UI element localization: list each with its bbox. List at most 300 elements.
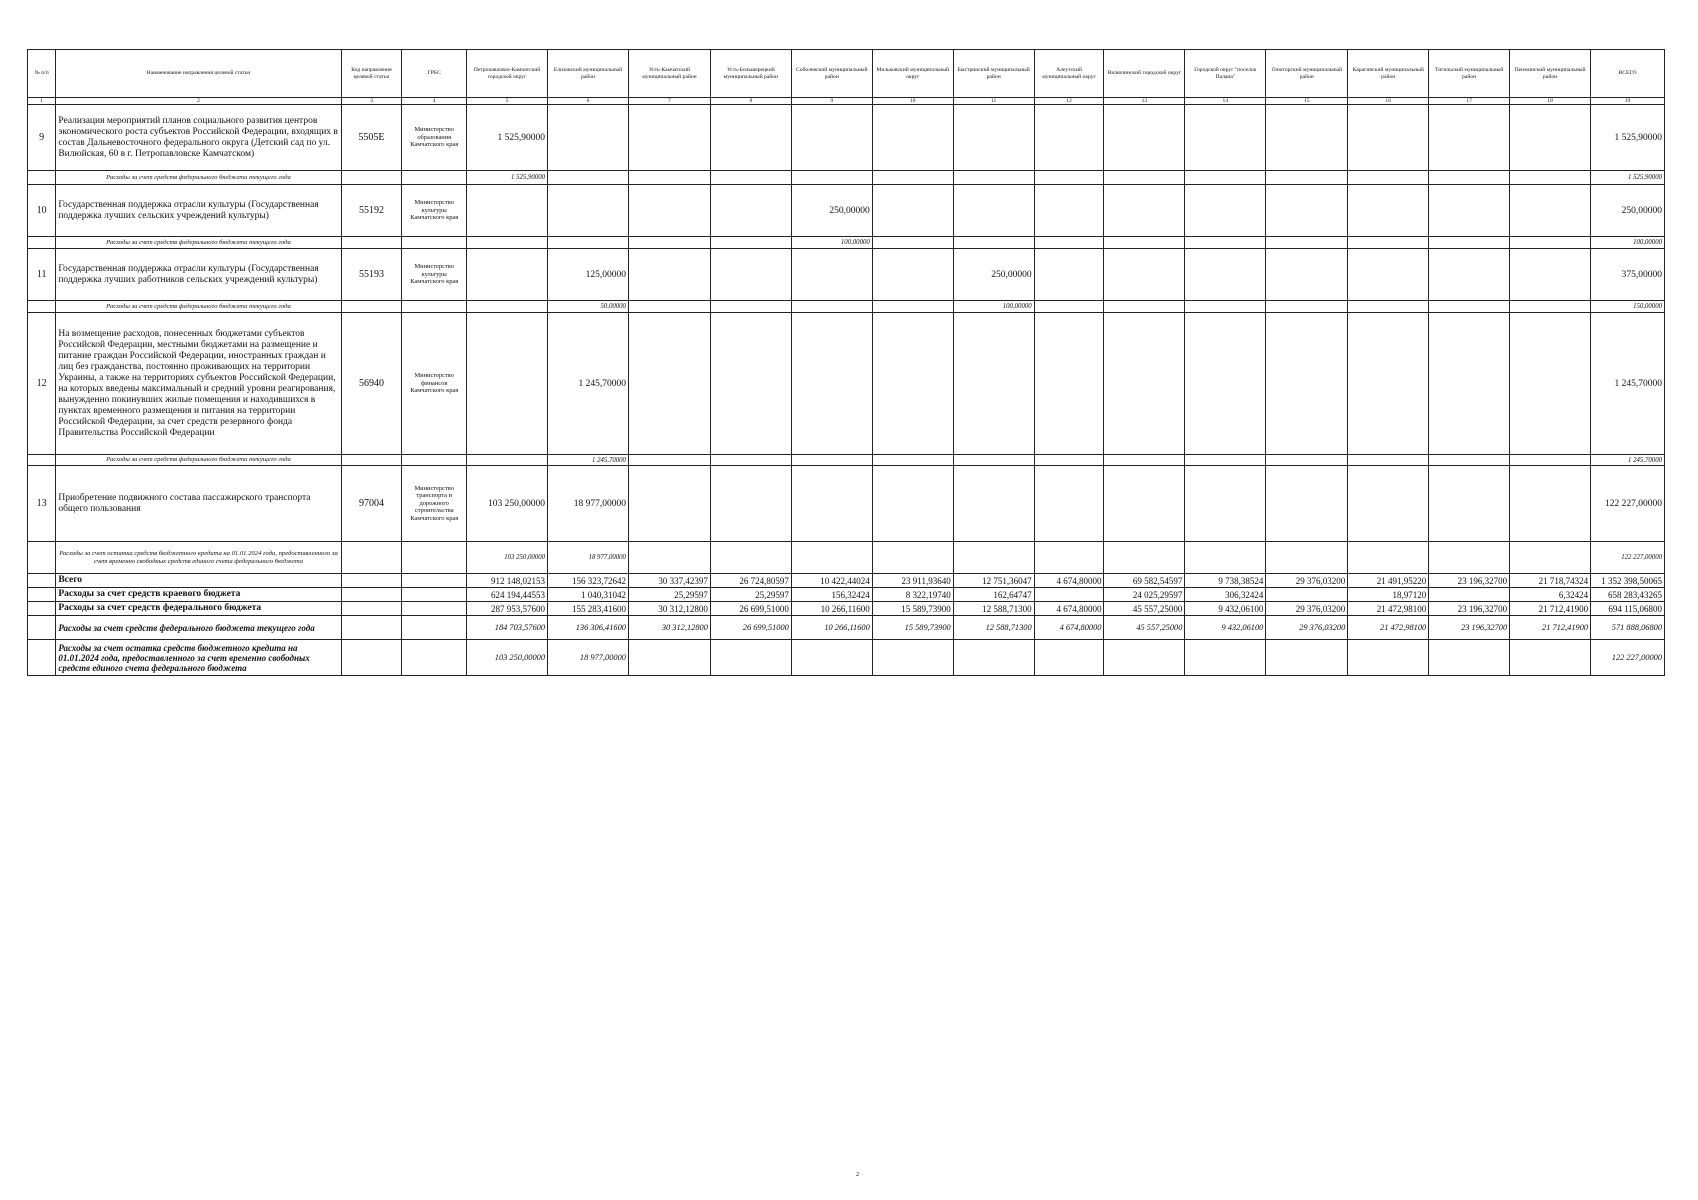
value-cell xyxy=(1429,542,1510,574)
value-cell xyxy=(1185,301,1266,313)
value-cell: 624 194,44553 xyxy=(467,588,548,602)
value-cell xyxy=(1034,542,1104,574)
value-cell xyxy=(710,455,791,466)
target-code: 97004 xyxy=(341,466,402,542)
value-cell: 122 227,00000 xyxy=(1591,466,1665,542)
column-number: 14 xyxy=(1185,98,1266,105)
value-cell xyxy=(1104,185,1185,237)
value-cell xyxy=(953,313,1034,455)
row-number xyxy=(28,455,56,466)
value-cell xyxy=(1429,313,1510,455)
column-number: 1 xyxy=(28,98,56,105)
table-row xyxy=(28,313,1665,455)
value-cell xyxy=(1266,466,1348,542)
value-cell: 1 245,70000 xyxy=(1591,455,1665,466)
table-row xyxy=(28,542,1665,574)
value-cell xyxy=(1185,542,1266,574)
value-cell: 1 525,90000 xyxy=(467,171,548,185)
value-cell xyxy=(710,105,791,171)
value-cell xyxy=(628,249,710,301)
value-cell xyxy=(791,455,872,466)
value-cell: 150,00000 xyxy=(1591,301,1665,313)
value-cell xyxy=(1429,185,1510,237)
column-header: Петропавловск-Камчатский городской округ xyxy=(467,50,548,98)
value-cell xyxy=(1510,171,1591,185)
grbs-cell xyxy=(402,616,467,640)
row-number xyxy=(28,301,56,313)
value-cell xyxy=(1266,455,1348,466)
value-cell: 23 911,93640 xyxy=(872,574,953,588)
value-cell: 21 718,74324 xyxy=(1510,574,1591,588)
value-cell: 26 699,51000 xyxy=(710,616,791,640)
value-cell: 287 953,57600 xyxy=(467,602,548,616)
value-cell xyxy=(628,640,710,676)
value-cell: 162,64747 xyxy=(953,588,1034,602)
target-code: 56940 xyxy=(341,313,402,455)
value-cell xyxy=(1348,301,1429,313)
value-cell xyxy=(1266,237,1348,249)
value-cell xyxy=(1510,249,1591,301)
value-cell xyxy=(1266,301,1348,313)
value-cell xyxy=(628,105,710,171)
grbs-cell: Министерство культуры Камчатского края xyxy=(402,185,467,237)
value-cell: 571 888,06800 xyxy=(1591,616,1665,640)
value-cell xyxy=(1104,455,1185,466)
row-number xyxy=(28,602,56,616)
value-cell xyxy=(1429,588,1510,602)
column-header: Елизовский муниципальный район xyxy=(548,50,629,98)
row-name: Расходы за счет средств федерального бюджета текущего года xyxy=(56,455,341,466)
column-header: Олюторский муниципальный район xyxy=(1266,50,1348,98)
value-cell xyxy=(1034,105,1104,171)
value-cell xyxy=(1034,171,1104,185)
column-header: № п/п xyxy=(28,50,56,98)
grbs-cell xyxy=(402,602,467,616)
column-header: Вилючинский городской округ xyxy=(1104,50,1185,98)
row-number: 9 xyxy=(28,105,56,171)
value-cell: 125,00000 xyxy=(548,249,629,301)
row-number xyxy=(28,588,56,602)
column-header: Быстринский муниципальный район xyxy=(953,50,1034,98)
value-cell: 21 712,41900 xyxy=(1510,616,1591,640)
row-name: Расходы за счет средств федерального бюджета текущего года xyxy=(56,171,341,185)
value-cell: 4 674,80000 xyxy=(1034,574,1104,588)
row-number xyxy=(28,171,56,185)
row-name: Государственная поддержка отрасли культуры (Государственная поддержка лучших работников сельских учреждений культуры) xyxy=(56,249,341,301)
value-cell xyxy=(953,542,1034,574)
value-cell xyxy=(1266,171,1348,185)
grbs-cell xyxy=(402,574,467,588)
value-cell xyxy=(628,313,710,455)
value-cell xyxy=(710,301,791,313)
value-cell xyxy=(1348,185,1429,237)
value-cell xyxy=(872,466,953,542)
value-cell xyxy=(467,249,548,301)
value-cell xyxy=(1104,301,1185,313)
row-name: Реализация мероприятий планов социального развития центров экономического роста субъектов Российской Федерации, входящих в состав Дальневосточного федерального округа (Детский сад по ул. Вилюйская, 60 в г. Петропавловске Камчатском) xyxy=(56,105,341,171)
value-cell: 10 266,11600 xyxy=(791,616,872,640)
value-cell: 100,00000 xyxy=(791,237,872,249)
value-cell: 100,00000 xyxy=(953,301,1034,313)
value-cell: 6,32424 xyxy=(1510,588,1591,602)
value-cell xyxy=(1348,237,1429,249)
table-row xyxy=(28,466,1665,542)
table-header-row xyxy=(28,50,1665,98)
page-number: 2 xyxy=(856,1172,859,1178)
value-cell: 136 306,41600 xyxy=(548,616,629,640)
budget-table xyxy=(27,49,1665,676)
table-row xyxy=(28,249,1665,301)
value-cell: 155 283,41600 xyxy=(548,602,629,616)
target-code xyxy=(341,301,402,313)
value-cell xyxy=(1429,237,1510,249)
value-cell xyxy=(1348,542,1429,574)
table-row xyxy=(28,588,1665,602)
value-cell xyxy=(1104,466,1185,542)
column-header: Усть-Камчатский муниципальный район xyxy=(628,50,710,98)
column-header: Соболевский муниципальный район xyxy=(791,50,872,98)
value-cell xyxy=(953,185,1034,237)
row-number: 12 xyxy=(28,313,56,455)
value-cell xyxy=(467,237,548,249)
value-cell xyxy=(1185,640,1266,676)
value-cell xyxy=(791,171,872,185)
value-cell xyxy=(548,171,629,185)
value-cell: 250,00000 xyxy=(953,249,1034,301)
value-cell xyxy=(628,171,710,185)
value-cell xyxy=(710,313,791,455)
row-name: Государственная поддержка отрасли культуры (Государственная поддержка лучших сельских учреждений культуры) xyxy=(56,185,341,237)
value-cell xyxy=(1348,249,1429,301)
value-cell: 25,29597 xyxy=(628,588,710,602)
row-number xyxy=(28,616,56,640)
target-code xyxy=(341,574,402,588)
value-cell: 26 699,51000 xyxy=(710,602,791,616)
column-number: 7 xyxy=(628,98,710,105)
row-name: Расходы за счет остатка средств бюджетного кредита на 01.01.2024 года, предоставленного за счет временно свободных средств единого счета федерального бюджета xyxy=(56,542,341,574)
value-cell: 50,00000 xyxy=(548,301,629,313)
value-cell xyxy=(1034,466,1104,542)
value-cell xyxy=(872,105,953,171)
value-cell xyxy=(1510,466,1591,542)
grbs-cell xyxy=(402,588,467,602)
value-cell xyxy=(1104,105,1185,171)
value-cell: 26 724,80597 xyxy=(710,574,791,588)
value-cell xyxy=(1429,640,1510,676)
value-cell xyxy=(1034,301,1104,313)
value-cell xyxy=(710,171,791,185)
value-cell xyxy=(791,301,872,313)
value-cell xyxy=(872,249,953,301)
value-cell xyxy=(1266,588,1348,602)
value-cell xyxy=(1429,171,1510,185)
value-cell xyxy=(1348,640,1429,676)
target-code xyxy=(341,602,402,616)
value-cell xyxy=(1185,171,1266,185)
value-cell: 9 738,38524 xyxy=(1185,574,1266,588)
row-name: Приобретение подвижного состава пассажирского транспорта общего пользования xyxy=(56,466,341,542)
grbs-cell xyxy=(402,171,467,185)
value-cell xyxy=(710,249,791,301)
value-cell xyxy=(953,640,1034,676)
column-number: 19 xyxy=(1591,98,1665,105)
grbs-cell: Министерство культуры Камчатского края xyxy=(402,249,467,301)
column-header: Алеутский муниципальный округ xyxy=(1034,50,1104,98)
table-row xyxy=(28,105,1665,171)
value-cell: 29 376,03200 xyxy=(1266,574,1348,588)
row-name: Расходы за счет средств федерального бюджета текущего года xyxy=(56,616,341,640)
column-number: 9 xyxy=(791,98,872,105)
value-cell xyxy=(467,301,548,313)
value-cell: 9 432,06100 xyxy=(1185,616,1266,640)
row-number xyxy=(28,542,56,574)
column-number-row xyxy=(28,98,1665,105)
value-cell: 250,00000 xyxy=(1591,185,1665,237)
value-cell xyxy=(1429,249,1510,301)
value-cell xyxy=(1510,455,1591,466)
target-code: 55192 xyxy=(341,185,402,237)
value-cell: 29 376,03200 xyxy=(1266,602,1348,616)
value-cell: 30 312,12800 xyxy=(628,616,710,640)
value-cell xyxy=(1104,313,1185,455)
value-cell: 658 283,43265 xyxy=(1591,588,1665,602)
value-cell xyxy=(1185,455,1266,466)
value-cell xyxy=(548,105,629,171)
target-code xyxy=(341,237,402,249)
value-cell: 30 312,12800 xyxy=(628,602,710,616)
value-cell xyxy=(1429,301,1510,313)
grbs-cell xyxy=(402,542,467,574)
value-cell xyxy=(1185,105,1266,171)
column-header: Пенжинский муниципальный район xyxy=(1510,50,1591,98)
table-body xyxy=(28,105,1665,676)
value-cell: 69 582,54597 xyxy=(1104,574,1185,588)
column-number: 18 xyxy=(1510,98,1591,105)
column-number: 6 xyxy=(548,98,629,105)
column-header: Мильковский муниципальный округ xyxy=(872,50,953,98)
value-cell xyxy=(1034,588,1104,602)
value-cell xyxy=(710,542,791,574)
value-cell xyxy=(872,301,953,313)
column-number: 16 xyxy=(1348,98,1429,105)
row-number xyxy=(28,640,56,676)
column-number: 8 xyxy=(710,98,791,105)
value-cell xyxy=(1104,237,1185,249)
value-cell xyxy=(1266,542,1348,574)
value-cell xyxy=(953,105,1034,171)
value-cell: 1 525,90000 xyxy=(467,105,548,171)
value-cell: 23 196,32700 xyxy=(1429,602,1510,616)
grbs-cell: Министерство транспорта и дорожного строительства Камчатского края xyxy=(402,466,467,542)
value-cell: 10 422,44024 xyxy=(791,574,872,588)
column-header: Усть-Большерецкий муниципальный район xyxy=(710,50,791,98)
value-cell: 1 525,90000 xyxy=(1591,171,1665,185)
target-code xyxy=(341,588,402,602)
value-cell xyxy=(872,542,953,574)
target-code: 5505Е xyxy=(341,105,402,171)
value-cell xyxy=(1348,466,1429,542)
column-number: 12 xyxy=(1034,98,1104,105)
value-cell xyxy=(1185,313,1266,455)
table-row xyxy=(28,616,1665,640)
value-cell xyxy=(1185,237,1266,249)
value-cell xyxy=(1348,105,1429,171)
row-name: Всего xyxy=(56,574,341,588)
column-number: 13 xyxy=(1104,98,1185,105)
value-cell xyxy=(1510,640,1591,676)
grbs-cell: Министерство образования Камчатского края xyxy=(402,105,467,171)
value-cell: 15 589,73900 xyxy=(872,602,953,616)
value-cell: 103 250,00000 xyxy=(467,542,548,574)
value-cell: 10 266,11600 xyxy=(791,602,872,616)
column-header: ГРБС xyxy=(402,50,467,98)
row-name: Расходы за счет остатка средств бюджетного кредита на 01.01.2024 года, предоставленного за счет временно свободных средств единого счета федерального бюджета xyxy=(56,640,341,676)
value-cell xyxy=(1510,301,1591,313)
value-cell: 1 352 398,50065 xyxy=(1591,574,1665,588)
value-cell xyxy=(1266,185,1348,237)
value-cell xyxy=(791,640,872,676)
table-row xyxy=(28,602,1665,616)
column-number: 17 xyxy=(1429,98,1510,105)
value-cell xyxy=(1104,640,1185,676)
value-cell xyxy=(953,466,1034,542)
value-cell xyxy=(1034,640,1104,676)
column-number: 11 xyxy=(953,98,1034,105)
table-row xyxy=(28,455,1665,466)
value-cell: 12 588,71300 xyxy=(953,602,1034,616)
value-cell xyxy=(628,237,710,249)
row-number: 13 xyxy=(28,466,56,542)
value-cell xyxy=(628,455,710,466)
target-code xyxy=(341,171,402,185)
value-cell: 100,00000 xyxy=(1591,237,1665,249)
column-header: Наименование направления целевой статьи xyxy=(56,50,341,98)
value-cell: 4 674,80000 xyxy=(1034,602,1104,616)
column-number: 10 xyxy=(872,98,953,105)
value-cell: 375,00000 xyxy=(1591,249,1665,301)
value-cell: 12 751,36047 xyxy=(953,574,1034,588)
value-cell xyxy=(548,237,629,249)
value-cell xyxy=(710,466,791,542)
value-cell: 4 674,80000 xyxy=(1034,616,1104,640)
column-header: Тигильский муниципальный район xyxy=(1429,50,1510,98)
value-cell: 1 245,70000 xyxy=(548,313,629,455)
value-cell: 18 977,00000 xyxy=(548,466,629,542)
value-cell xyxy=(791,313,872,455)
value-cell xyxy=(872,171,953,185)
row-name: Расходы за счет средств федерального бюджета xyxy=(56,602,341,616)
budget-sheet xyxy=(27,49,1665,676)
value-cell xyxy=(1348,171,1429,185)
column-number: 4 xyxy=(402,98,467,105)
value-cell: 18,97120 xyxy=(1348,588,1429,602)
value-cell: 103 250,00000 xyxy=(467,466,548,542)
table-row xyxy=(28,185,1665,237)
value-cell: 306,32424 xyxy=(1185,588,1266,602)
value-cell xyxy=(1348,313,1429,455)
value-cell xyxy=(1429,105,1510,171)
value-cell: 21 472,98100 xyxy=(1348,616,1429,640)
value-cell xyxy=(1510,237,1591,249)
value-cell: 23 196,32700 xyxy=(1429,574,1510,588)
value-cell xyxy=(872,237,953,249)
value-cell: 1 525,90000 xyxy=(1591,105,1665,171)
column-number: 2 xyxy=(56,98,341,105)
value-cell xyxy=(628,542,710,574)
value-cell xyxy=(872,455,953,466)
row-name: Расходы за счет средств федерального бюджета текущего года xyxy=(56,301,341,313)
value-cell xyxy=(872,185,953,237)
value-cell xyxy=(1429,466,1510,542)
column-header: ВСЕГО xyxy=(1591,50,1665,98)
value-cell: 18 977,00000 xyxy=(548,542,629,574)
value-cell: 156,32424 xyxy=(791,588,872,602)
value-cell xyxy=(791,105,872,171)
value-cell xyxy=(872,313,953,455)
value-cell xyxy=(1104,249,1185,301)
value-cell: 18 977,00000 xyxy=(548,640,629,676)
value-cell xyxy=(1185,249,1266,301)
value-cell: 122 227,00000 xyxy=(1591,640,1665,676)
value-cell: 15 589,73900 xyxy=(872,616,953,640)
row-name: Расходы за счет средств краевого бюджета xyxy=(56,588,341,602)
value-cell: 21 491,95220 xyxy=(1348,574,1429,588)
grbs-cell xyxy=(402,640,467,676)
value-cell: 12 588,71300 xyxy=(953,616,1034,640)
value-cell xyxy=(1034,237,1104,249)
column-header: Карагинский муниципальный район xyxy=(1348,50,1429,98)
target-code xyxy=(341,640,402,676)
column-number: 3 xyxy=(341,98,402,105)
value-cell: 30 337,42397 xyxy=(628,574,710,588)
target-code xyxy=(341,616,402,640)
value-cell xyxy=(1266,105,1348,171)
value-cell: 103 250,00000 xyxy=(467,640,548,676)
table-row xyxy=(28,301,1665,313)
value-cell xyxy=(467,185,548,237)
value-cell xyxy=(1104,542,1185,574)
value-cell: 29 376,03200 xyxy=(1266,616,1348,640)
value-cell: 45 557,25000 xyxy=(1104,602,1185,616)
value-cell: 25,29597 xyxy=(710,588,791,602)
value-cell xyxy=(1104,171,1185,185)
row-number xyxy=(28,574,56,588)
value-cell xyxy=(1034,249,1104,301)
grbs-cell: Министерство финансов Камчатского края xyxy=(402,313,467,455)
value-cell: 1 040,31042 xyxy=(548,588,629,602)
value-cell xyxy=(1510,185,1591,237)
value-cell xyxy=(628,185,710,237)
value-cell: 184 703,57600 xyxy=(467,616,548,640)
value-cell: 122 227,00000 xyxy=(1591,542,1665,574)
table-row xyxy=(28,171,1665,185)
table-row xyxy=(28,574,1665,588)
value-cell xyxy=(1266,640,1348,676)
table-row xyxy=(28,640,1665,676)
target-code: 55193 xyxy=(341,249,402,301)
value-cell: 21 472,98100 xyxy=(1348,602,1429,616)
value-cell xyxy=(1034,313,1104,455)
value-cell xyxy=(467,313,548,455)
value-cell xyxy=(953,455,1034,466)
value-cell: 8 322,19740 xyxy=(872,588,953,602)
value-cell xyxy=(1510,313,1591,455)
value-cell xyxy=(1185,466,1266,542)
target-code xyxy=(341,542,402,574)
value-cell xyxy=(953,171,1034,185)
value-cell xyxy=(548,185,629,237)
value-cell xyxy=(872,640,953,676)
